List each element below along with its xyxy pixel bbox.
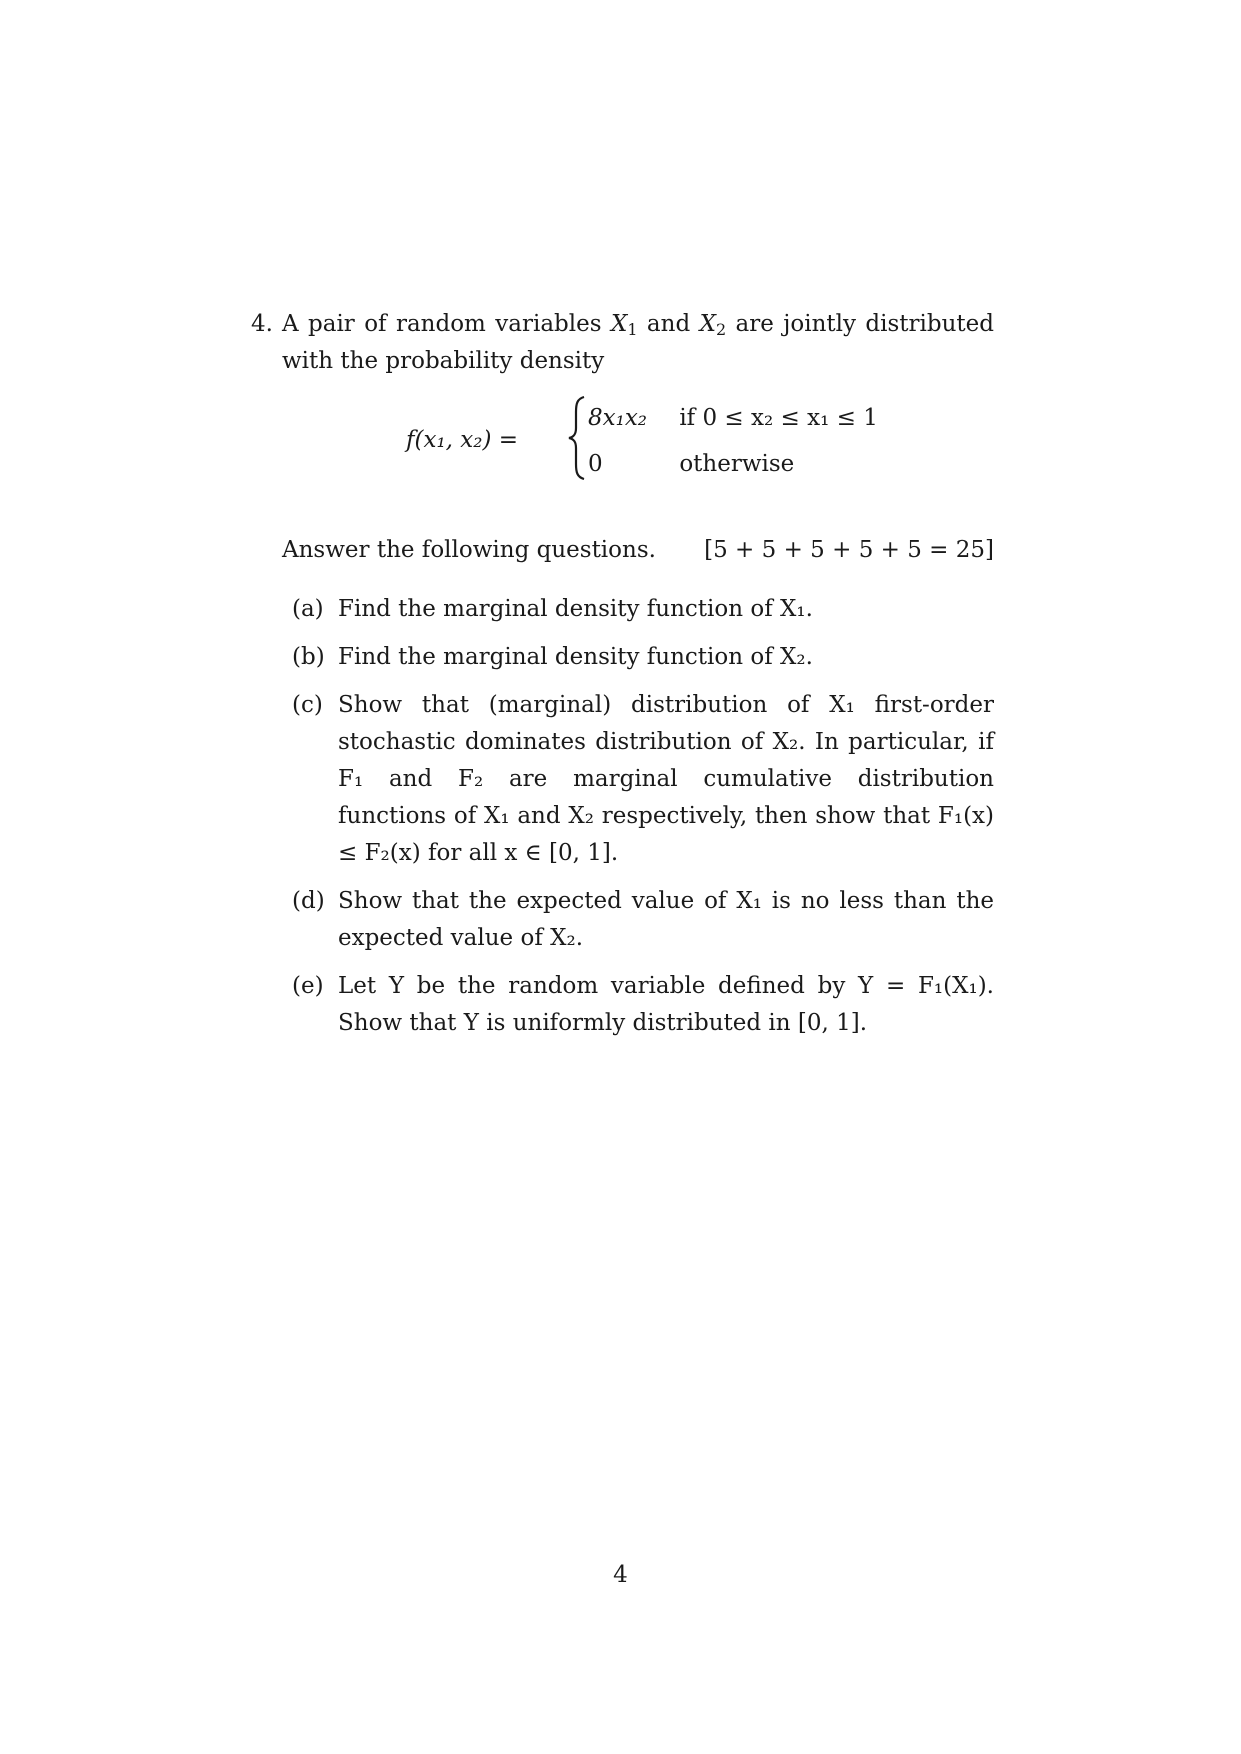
- var-x1: $X_1$: [610, 311, 638, 339]
- instructions-text: Answer the following questions.: [282, 537, 656, 563]
- var-x2: $X_2$: [699, 311, 727, 339]
- case-row-1: [588, 400, 878, 437]
- part-b: [282, 639, 994, 676]
- marks-breakdown: [5 + 5 + 5 + 5 + 5 = 25]: [704, 537, 994, 563]
- problem-4: [251, 306, 995, 1053]
- problem-number: 4.: [251, 311, 273, 337]
- question-parts: [282, 591, 994, 1042]
- part-text: Find the marginal density function of X₁.: [338, 596, 813, 622]
- part-d: [282, 883, 994, 957]
- intro-and: and: [646, 311, 691, 337]
- case-row-2: [588, 446, 794, 483]
- page-number: 4: [613, 1562, 628, 1588]
- density-equation: [282, 394, 994, 494]
- part-a: [282, 591, 994, 628]
- part-label: (b): [292, 644, 325, 670]
- part-text: Show that the expected value of X₁ is no less than the expected value of X₂.: [338, 888, 994, 951]
- case2-condition: otherwise: [679, 451, 795, 477]
- intro-part-b: are jointly distributed with the probability density: [282, 311, 995, 374]
- part-text: Let Y be the random variable defined by Y = F₁(X₁). Show that Y is uniformly distributed in [0, 1].: [338, 973, 994, 1036]
- part-c: [282, 687, 994, 872]
- part-label: (c): [292, 692, 323, 718]
- intro-part-a: A pair of random variables: [282, 311, 602, 337]
- part-label: (d): [292, 888, 325, 914]
- left-brace-icon: [568, 396, 586, 480]
- equation-lhs: f(x₁, x₂) =: [406, 427, 519, 453]
- case2-value: 0: [588, 451, 603, 477]
- case1-value: 8x₁x₂: [588, 405, 648, 431]
- part-label: (a): [292, 596, 324, 622]
- problem-intro: [282, 306, 994, 380]
- part-text: Show that (marginal) distribution of X₁ first-order stochastic dominates distribution of X₂. In particular, if F₁ and F₂ are marginal cumulative distribution functions of X₁ and X₂ respectively, then show that F₁(x) ≤ F₂(x) for all x ∈ [0, 1].: [338, 692, 994, 866]
- part-e: [282, 968, 994, 1042]
- instructions-line: [282, 532, 994, 569]
- part-text: Find the marginal density function of X₂.: [338, 644, 813, 670]
- part-label: (e): [292, 973, 324, 999]
- case1-condition: if 0 ≤ x₂ ≤ x₁ ≤ 1: [679, 405, 878, 431]
